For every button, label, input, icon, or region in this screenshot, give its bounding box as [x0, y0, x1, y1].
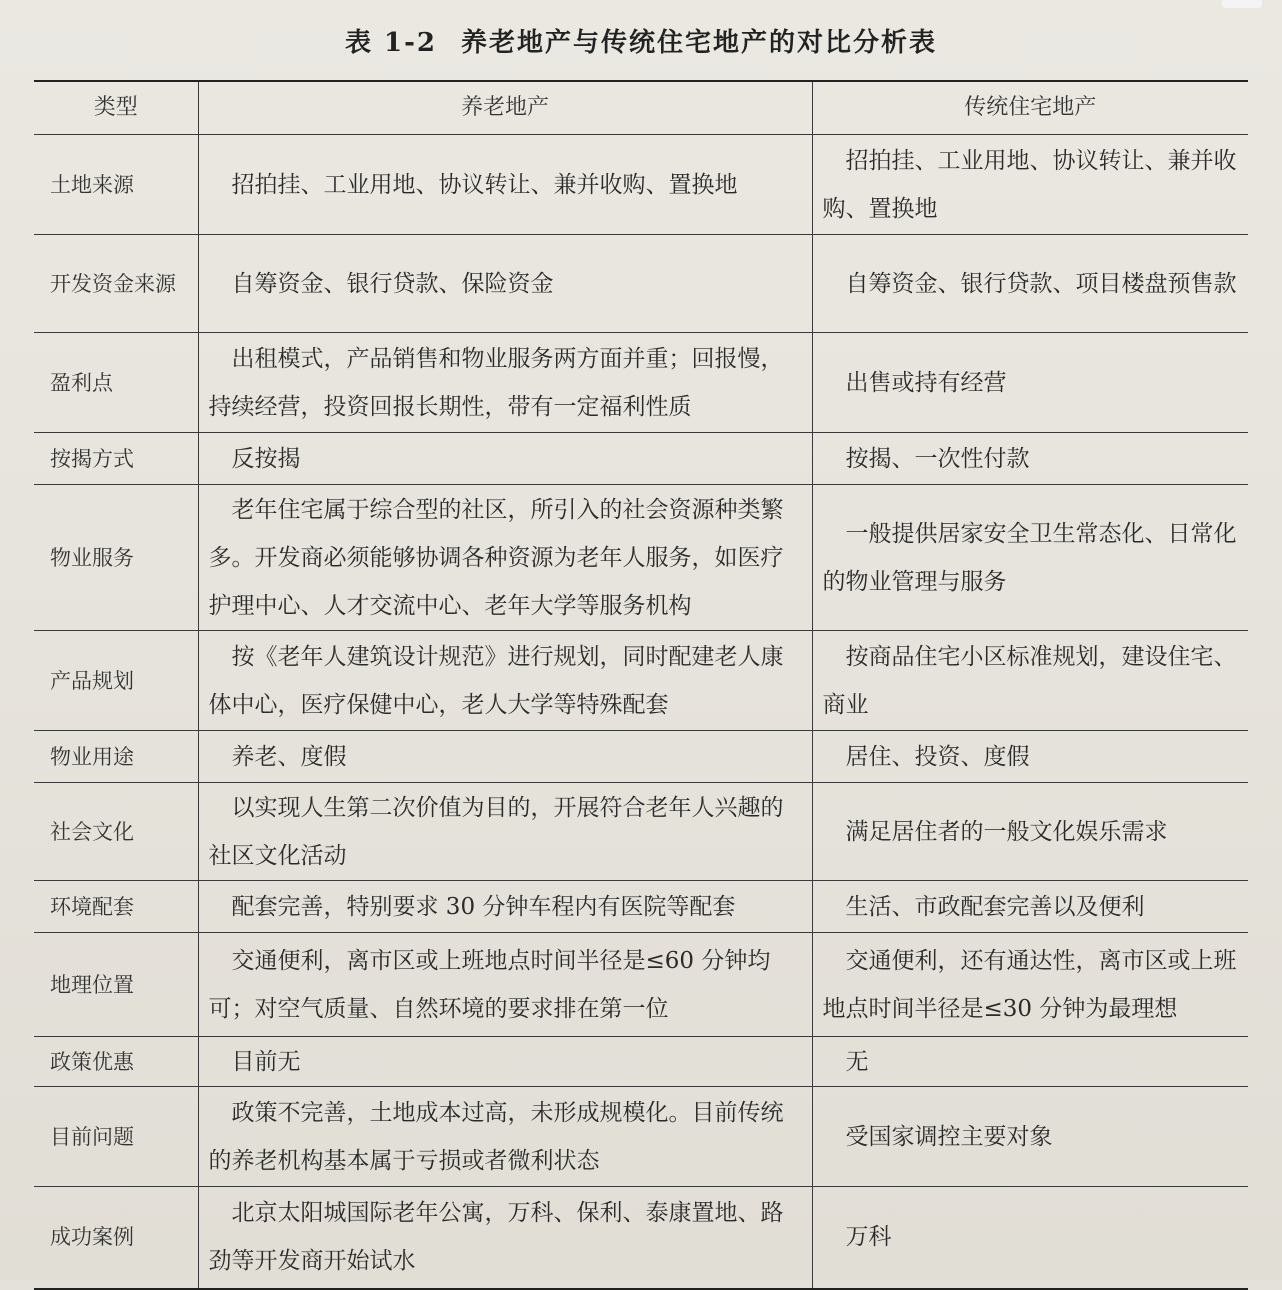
table-row — [34, 783, 1248, 881]
page-corner-mark — [1222, 0, 1262, 8]
row-label: 物业用途 — [34, 731, 198, 783]
table-row — [34, 135, 1248, 235]
table-title-text: 养老地产与传统住宅地产的对比分析表 — [461, 28, 938, 58]
elderly-cell: 出租模式，产品销售和物业服务两方面并重；回报慢，持续经营，投资回报长期性，带有一定福利性质 — [198, 333, 812, 433]
table-row — [34, 485, 1248, 631]
elderly-cell: 招拍挂、工业用地、协议转让、兼并收购、置换地 — [198, 135, 812, 235]
elderly-cell: 政策不完善，土地成本过高，未形成规模化。目前传统的养老机构基本属于亏损或者微利状态 — [198, 1087, 812, 1187]
row-label: 土地来源 — [34, 135, 198, 235]
table-number: 表 1-2 — [344, 28, 437, 58]
header-traditional-real-estate: 传统住宅地产 — [812, 81, 1248, 135]
row-label: 产品规划 — [34, 631, 198, 731]
elderly-cell: 配套完善，特别要求 30 分钟车程内有医院等配套 — [198, 881, 812, 933]
elderly-cell: 反按揭 — [198, 433, 812, 485]
elderly-cell: 按《老年人建筑设计规范》进行规划，同时配建老人康体中心，医疗保健中心，老人大学等特殊配套 — [198, 631, 812, 731]
traditional-cell: 招拍挂、工业用地、协议转让、兼并收购、置换地 — [812, 135, 1248, 235]
traditional-cell: 生活、市政配套完善以及便利 — [812, 881, 1248, 933]
traditional-cell: 按商品住宅小区标准规划，建设住宅、商业 — [812, 631, 1248, 731]
row-label: 目前问题 — [34, 1087, 198, 1187]
traditional-cell: 自筹资金、银行贷款、项目楼盘预售款 — [812, 235, 1248, 333]
elderly-cell: 自筹资金、银行贷款、保险资金 — [198, 235, 812, 333]
row-label: 地理位置 — [34, 933, 198, 1037]
row-label: 政策优惠 — [34, 1037, 198, 1087]
table-row — [34, 235, 1248, 333]
row-label: 开发资金来源 — [34, 235, 198, 333]
traditional-cell: 满足居住者的一般文化娱乐需求 — [812, 783, 1248, 881]
elderly-cell: 北京太阳城国际老年公寓，万科、保利、泰康置地、路劲等开发商开始试水 — [198, 1187, 812, 1289]
traditional-cell: 受国家调控主要对象 — [812, 1087, 1248, 1187]
traditional-cell: 按揭、一次性付款 — [812, 433, 1248, 485]
table-row — [34, 731, 1248, 783]
row-label: 盈利点 — [34, 333, 198, 433]
header-elderly-real-estate: 养老地产 — [198, 81, 812, 135]
row-label: 物业服务 — [34, 485, 198, 631]
table-row — [34, 333, 1248, 433]
traditional-cell: 无 — [812, 1037, 1248, 1087]
table-row — [34, 881, 1248, 933]
elderly-cell: 养老、度假 — [198, 731, 812, 783]
table-row — [34, 1037, 1248, 1087]
comparison-table — [34, 80, 1248, 1290]
header-type: 类型 — [34, 81, 198, 135]
traditional-cell: 出售或持有经营 — [812, 333, 1248, 433]
traditional-cell: 万科 — [812, 1187, 1248, 1289]
table-row — [34, 433, 1248, 485]
elderly-cell: 以实现人生第二次价值为目的，开展符合老年人兴趣的社区文化活动 — [198, 783, 812, 881]
traditional-cell: 居住、投资、度假 — [812, 731, 1248, 783]
header-row — [34, 81, 1248, 135]
row-label: 成功案例 — [34, 1187, 198, 1289]
traditional-cell: 一般提供居家安全卫生常态化、日常化的物业管理与服务 — [812, 485, 1248, 631]
row-label: 按揭方式 — [34, 433, 198, 485]
table-title — [0, 22, 1282, 59]
row-label: 环境配套 — [34, 881, 198, 933]
elderly-cell: 目前无 — [198, 1037, 812, 1087]
elderly-cell: 交通便利，离市区或上班地点时间半径是≤60 分钟均可；对空气质量、自然环境的要求排在第一位 — [198, 933, 812, 1037]
row-label: 社会文化 — [34, 783, 198, 881]
traditional-cell: 交通便利，还有通达性，离市区或上班地点时间半径是≤30 分钟为最理想 — [812, 933, 1248, 1037]
table-row — [34, 1087, 1248, 1187]
table-row — [34, 1187, 1248, 1289]
elderly-cell: 老年住宅属于综合型的社区，所引入的社会资源种类繁多。开发商必须能够协调各种资源为老年人服务，如医疗护理中心、人才交流中心、老年大学等服务机构 — [198, 485, 812, 631]
table-row — [34, 631, 1248, 731]
table-row — [34, 933, 1248, 1037]
